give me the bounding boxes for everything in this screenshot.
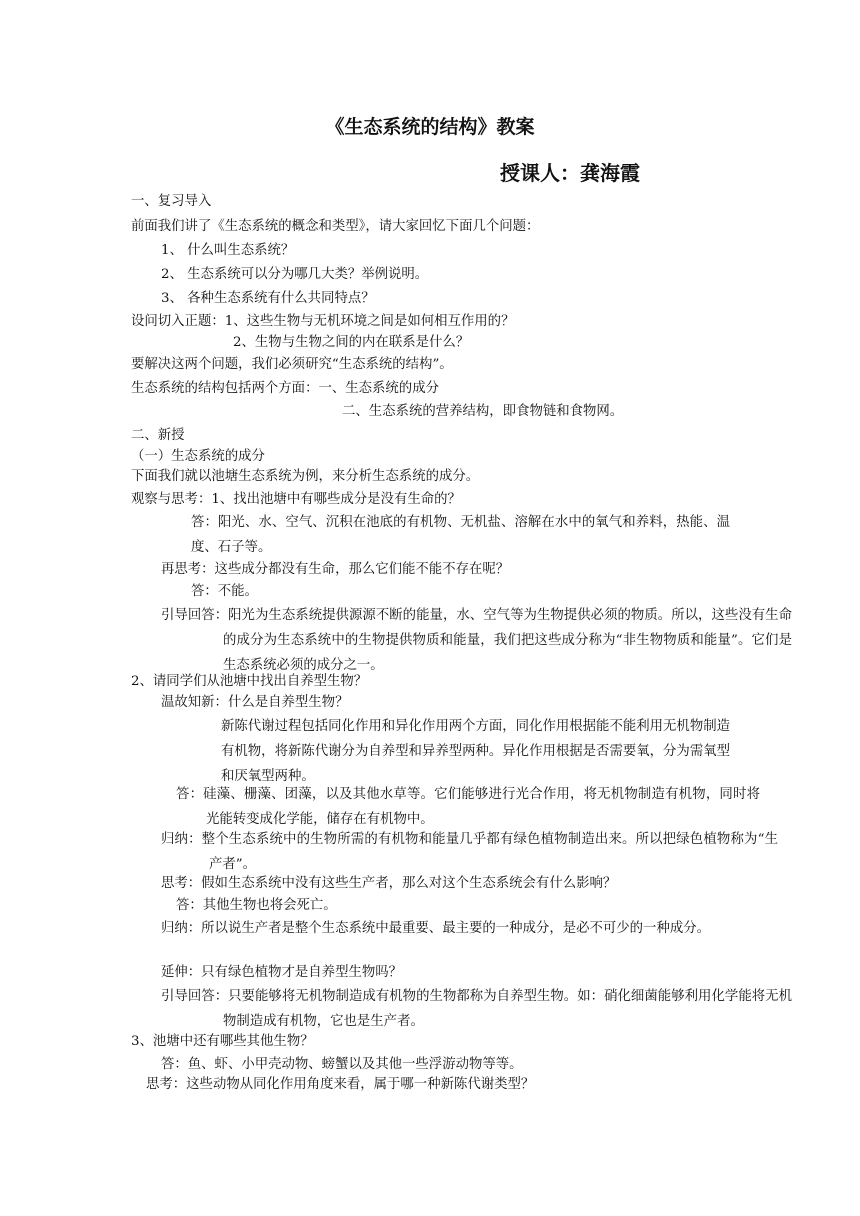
- text-line: 生态系统的结构包括两个方面：一、生态系统的成分: [131, 381, 439, 396]
- paragraph: 答：硅藻、栅藻、团藻，以及其他水草等。它们能够进行光合作用，将无机物制造有机物，同时将光能转变成化学能，储存在有机物中。: [176, 787, 760, 827]
- text-line: 2、请同学们从池塘中找出自养型生物？: [131, 674, 368, 689]
- text-line: 设问切入正题：1、这些生物与无机环境之间是如何相互作用的？: [131, 314, 515, 329]
- text-line: 答：鱼、虾、小甲壳动物、螃蟹以及其他一些浮游动物等等。: [161, 1057, 523, 1072]
- text-line: 一、复习导入: [131, 194, 212, 209]
- teacher-line: 授课人：龚海霞: [500, 161, 640, 185]
- paragraph: 新陈代谢过程包括同化作用和异化作用两个方面，同化作用根据能不能利用无机物制造有机物，将新陈代谢分为自养型和异养型两种。异化作用根据是否需要氧，分为需氧型和厌氧型两种。: [221, 719, 730, 784]
- text-line: 下面我们就以池塘生态系统为例，来分析生态系统的成分。: [131, 469, 480, 484]
- text-line: 答：其他生物也将会死亡。: [176, 898, 337, 913]
- text-line: （一）生态系统的成分: [131, 449, 265, 464]
- text-line: 温故知新：什么是自养型生物？: [161, 695, 349, 710]
- text-line: 观察与思考：1、找出池塘中有哪些成分是没有生命的？: [131, 492, 461, 507]
- text-line: 延伸：只有绿色植物才是自养型生物吗？: [161, 965, 403, 980]
- paragraph: 归纳：所以说生产者是整个生态系统中最重要、最主要的一种成分，是必不可少的一种成分。: [161, 921, 711, 936]
- text-line: 3、 各种生态系统有什么共同特点？: [161, 291, 375, 306]
- text-line: 2、生物与生物之间的内在联系是什么？: [233, 335, 470, 350]
- text-line: 3、池塘中还有哪些其他生物？: [131, 1034, 314, 1049]
- paragraph: 答：阳光、水、空气、沉积在池底的有机物、无机盐、溶解在水中的氧气和养料，热能、温度、石子等。: [191, 515, 730, 555]
- text-line: 1、 什么叫生态系统？: [161, 243, 295, 258]
- text-line: 2、 生态系统可以分为哪几大类？举例说明。: [161, 267, 429, 282]
- paragraph: 引导回答：只要能够将无机物制造成有机物的生物都称为自养型生物。如：硝化细菌能够利用化学能将无机物制造成有机物，它也是生产者。: [161, 989, 792, 1029]
- text-line: 答：不能。: [191, 584, 258, 599]
- paragraph: 引导回答：阳光为生态系统提供源源不断的能量，水、空气等为生物提供必须的物质。所以，这些没有生命的成分为生态系统中的生物提供物质和能量，我们把这些成分称为“非生物物质和能量”。它们是生态系统必须的成分之一。: [161, 608, 792, 673]
- text-line: 思考：假如生态系统中没有这些生产者，那么对这个生态系统会有什么影响？: [161, 876, 617, 891]
- paragraph: 归纳：整个生态系统中的生物所需的有机物和能量几乎都有绿色植物制造出来。所以把绿色植物称为“生产者”。: [161, 832, 778, 872]
- text-line: 前面我们讲了《生态系统的概念和类型》，请大家回忆下面几个问题：: [131, 219, 540, 234]
- text-line: 思考：这些动物从同化作用角度来看，属于哪一种新陈代谢类型？: [146, 1077, 535, 1092]
- document-title: 《生态系统的结构》教案: [325, 116, 535, 138]
- text-line: 二、生态系统的营养结构，即食物链和食物网。: [342, 404, 624, 419]
- text-line: 要解决这两个问题，我们必须研究“生态系统的结构”。: [131, 357, 453, 372]
- text-line: 二、新授: [131, 428, 185, 443]
- text-line: 再思考：这些成分都没有生命，那么它们能不能不存在呢？: [161, 562, 510, 577]
